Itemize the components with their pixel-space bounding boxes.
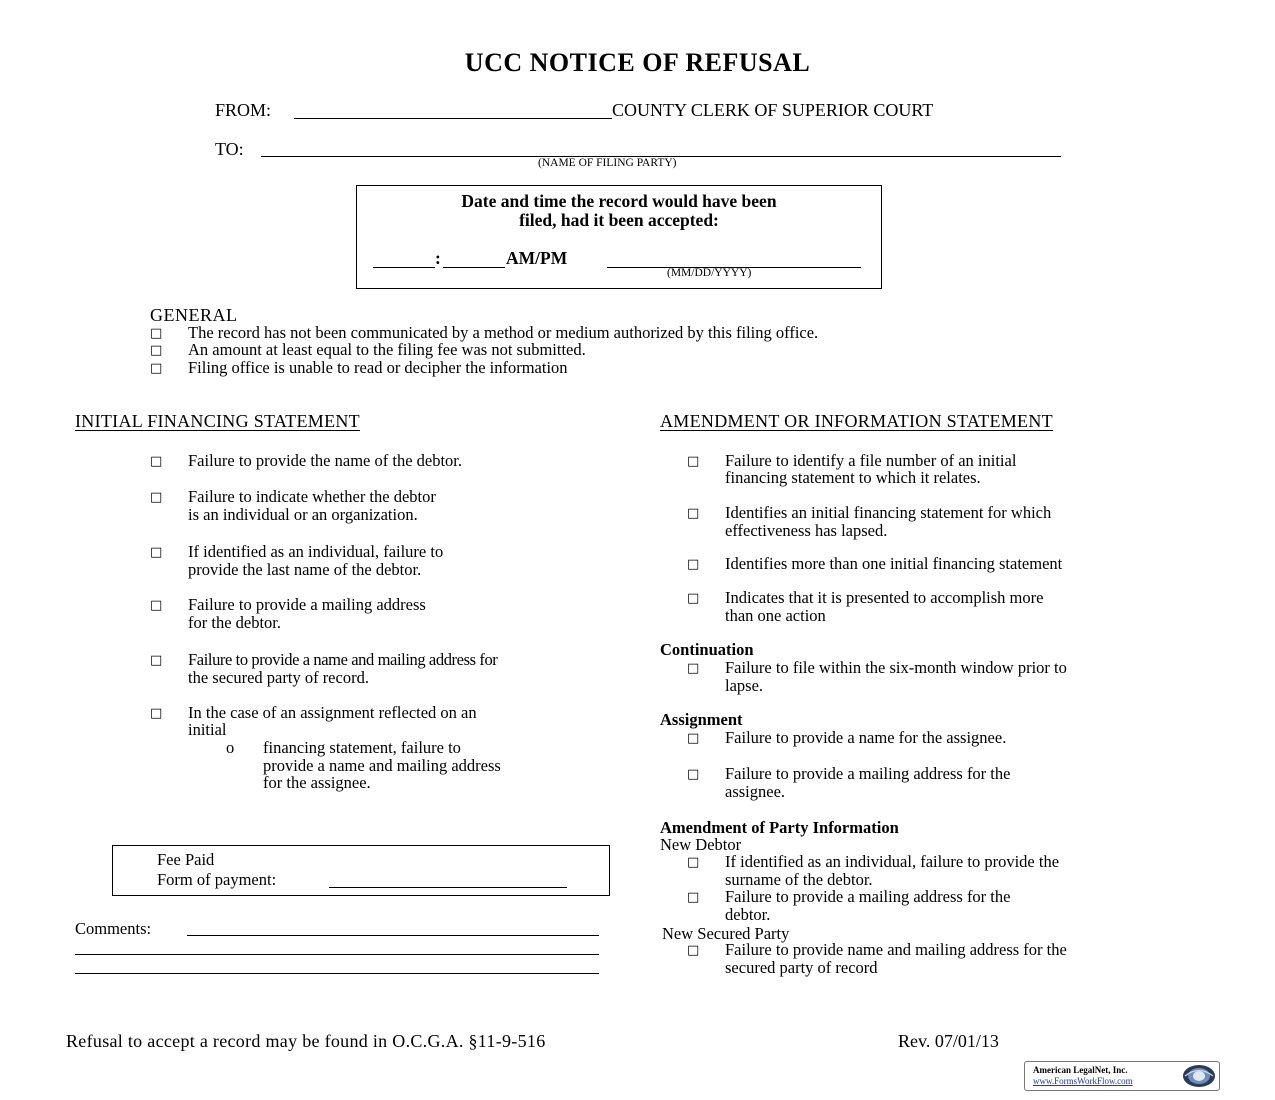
date-box-line2: filed, had it been accepted:	[519, 210, 719, 230]
new-debtor-label: New Debtor	[660, 835, 742, 854]
payment-label: Form of payment:	[157, 870, 277, 889]
date-box-line1: Date and time the record would have been	[461, 191, 777, 211]
assignment-heading: Assignment	[660, 710, 743, 729]
new-secured-label: New Secured Party	[662, 924, 790, 943]
minute-field[interactable]	[443, 267, 505, 268]
checkbox[interactable]: □	[687, 767, 700, 782]
amendment-item-cont: financing statement to which it relates.	[725, 468, 981, 487]
continuation-heading: Continuation	[660, 640, 754, 659]
initial-item-cont: provide the last name of the debtor.	[188, 560, 422, 579]
checkbox[interactable]: □	[150, 326, 163, 341]
debtor-item: Failure to provide a mailing address for the	[725, 887, 1011, 906]
secured-item-cont: secured party of record	[725, 958, 878, 977]
ampm-label: AM/PM	[506, 248, 568, 268]
checkbox[interactable]: □	[687, 890, 700, 905]
party-heading: Amendment of Party Information	[660, 818, 899, 837]
initial-subitem-cont: provide a name and mailing address	[263, 756, 501, 775]
amendment-item-cont: effectiveness has lapsed.	[725, 521, 888, 540]
initial-item: Failure to provide a name and mailing address for	[188, 650, 498, 669]
from-field[interactable]	[294, 118, 612, 119]
initial-item: Failure to provide a mailing address	[188, 595, 426, 614]
logo-url[interactable]: www.FormsWorkFlow.com	[1033, 1076, 1133, 1086]
checkbox[interactable]: □	[687, 661, 700, 676]
checkbox[interactable]: □	[150, 598, 163, 613]
initial-heading: INITIAL FINANCING STATEMENT	[75, 411, 360, 431]
time-colon: :	[435, 248, 441, 268]
general-item: The record has not been communicated by a method or medium authorized by this filing office.	[188, 323, 819, 342]
fee-box	[112, 845, 610, 896]
initial-item: In the case of an assignment reflected on an	[188, 703, 477, 722]
to-caption: (NAME OF FILING PARTY)	[538, 157, 677, 169]
globe-icon	[1181, 1063, 1217, 1089]
initial-item-cont: initial	[188, 720, 227, 739]
debtor-item-cont: surname of the debtor.	[725, 870, 873, 889]
continuation-item: Failure to file within the six-month window prior to	[725, 658, 1067, 677]
checkbox[interactable]: □	[150, 545, 163, 560]
assignment-item-cont: assignee.	[725, 782, 786, 801]
checkbox[interactable]: □	[687, 557, 700, 572]
checkbox[interactable]: □	[150, 361, 163, 376]
from-label: FROM:	[215, 100, 272, 120]
initial-item-cont: the secured party of record.	[188, 668, 369, 687]
general-heading: GENERAL	[150, 305, 238, 325]
footer-citation: Refusal to accept a record may be found in O.C.G.A. §11-9-516	[66, 1031, 546, 1051]
checkbox[interactable]: □	[687, 591, 700, 606]
general-item: An amount at least equal to the filing fee was not submitted.	[188, 340, 586, 359]
general-item: Filing office is unable to read or decipher the information	[188, 358, 568, 377]
checkbox[interactable]: □	[150, 653, 163, 668]
amendment-item: Identifies more than one initial financing statement	[725, 554, 1063, 573]
amendment-item: Failure to identify a file number of an initial	[725, 451, 1017, 470]
initial-subitem-cont: for the assignee.	[263, 773, 371, 792]
to-label: TO:	[215, 139, 244, 159]
amendment-item: Identifies an initial financing statement for which	[725, 503, 1052, 522]
initial-item: Failure to provide the name of the debtor.	[188, 451, 463, 470]
continuation-item-cont: lapse.	[725, 676, 764, 695]
page-title: UCC NOTICE OF REFUSAL	[464, 48, 811, 77]
initial-item: If identified as an individual, failure to	[188, 542, 444, 561]
amendment-item-cont: than one action	[725, 606, 826, 625]
comments-field[interactable]	[75, 954, 599, 955]
checkbox[interactable]: □	[150, 454, 163, 469]
initial-item-cont: is an individual or an organization.	[188, 505, 418, 524]
checkbox[interactable]: □	[150, 343, 163, 358]
initial-item-cont: for the debtor.	[188, 613, 282, 632]
debtor-item-cont: debtor.	[725, 905, 771, 924]
checkbox[interactable]: □	[150, 706, 163, 721]
initial-item: Failure to indicate whether the debtor	[188, 487, 436, 506]
secured-item: Failure to provide name and mailing address for the	[725, 940, 1067, 959]
payment-field[interactable]	[329, 887, 567, 888]
date-caption: (MM/DD/YYYY)	[667, 267, 752, 279]
company-logo[interactable]	[1024, 1061, 1220, 1091]
checkbox[interactable]: □	[687, 855, 700, 870]
comments-field[interactable]	[75, 973, 599, 974]
checkbox[interactable]: □	[687, 506, 700, 521]
initial-subitem: financing statement, failure to	[263, 738, 461, 757]
checkbox[interactable]: □	[687, 943, 700, 958]
hour-field[interactable]	[373, 267, 435, 268]
assignment-item: Failure to provide a mailing address for the	[725, 764, 1011, 783]
debtor-item: If identified as an individual, failure to provide the	[725, 852, 1060, 871]
checkbox[interactable]: □	[687, 731, 700, 746]
assignment-item: Failure to provide a name for the assignee.	[725, 728, 1007, 747]
sub-bullet: o	[226, 738, 235, 757]
from-suffix: COUNTY CLERK OF SUPERIOR COURT	[612, 100, 934, 120]
fee-paid-label: Fee Paid	[157, 850, 215, 869]
checkbox[interactable]: □	[687, 454, 700, 469]
amendment-heading: AMENDMENT OR INFORMATION STATEMENT	[660, 411, 1053, 431]
checkbox[interactable]: □	[150, 490, 163, 505]
date-time-box	[356, 185, 882, 289]
comments-field[interactable]	[187, 935, 599, 936]
revision-date: Rev. 07/01/13	[898, 1031, 999, 1051]
logo-company: American LegalNet, Inc.	[1033, 1065, 1128, 1075]
comments-label: Comments:	[75, 919, 152, 938]
amendment-item: Indicates that it is presented to accomplish more	[725, 588, 1044, 607]
